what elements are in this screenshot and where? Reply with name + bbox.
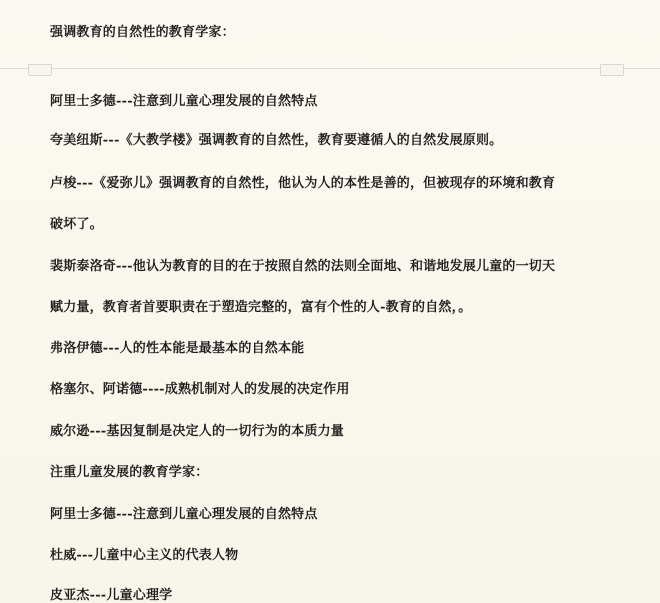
text-line: 阿里士多德---注意到儿童心理发展的自然特点	[50, 94, 318, 109]
text-line: 破坏了。	[50, 217, 103, 232]
text-line: 阿里士多德---注意到儿童心理发展的自然特点	[50, 507, 318, 522]
text-line: 杜威---儿童中心主义的代表人物	[50, 548, 239, 563]
text-line: 夸美纽斯---《大教学楼》强调教育的自然性，教育要遵循人的自然发展原则。	[50, 133, 503, 148]
right-page-marker	[600, 64, 624, 76]
text-line: 弗洛伊德---人的性本能是最基本的自然本能	[50, 341, 305, 356]
section-heading: 强调教育的自然性的教育学家：	[50, 25, 235, 40]
page-divider	[0, 68, 660, 69]
left-page-marker	[28, 64, 52, 76]
section-heading: 注重儿童发展的教育学家：	[50, 465, 209, 480]
text-line: 裴斯泰洛奇---他认为教育的目的在于按照自然的法则全面地、和谐地发展儿童的一切天	[50, 259, 556, 274]
text-line: 赋力量，教育者首要职责在于塑造完整的，富有个性的人-教育的自然，。	[50, 300, 472, 315]
text-line: 格塞尔、阿诺德----成熟机制对人的发展的决定作用	[50, 382, 350, 397]
text-line: 威尔逊---基因复制是决定人的一切行为的本质力量	[50, 424, 344, 439]
text-line: 卢梭---《爱弥儿》强调教育的自然性，他认为人的本性是善的，但被现存的环境和教育	[50, 176, 556, 191]
text-line: 皮亚杰---儿童心理学	[50, 588, 173, 603]
